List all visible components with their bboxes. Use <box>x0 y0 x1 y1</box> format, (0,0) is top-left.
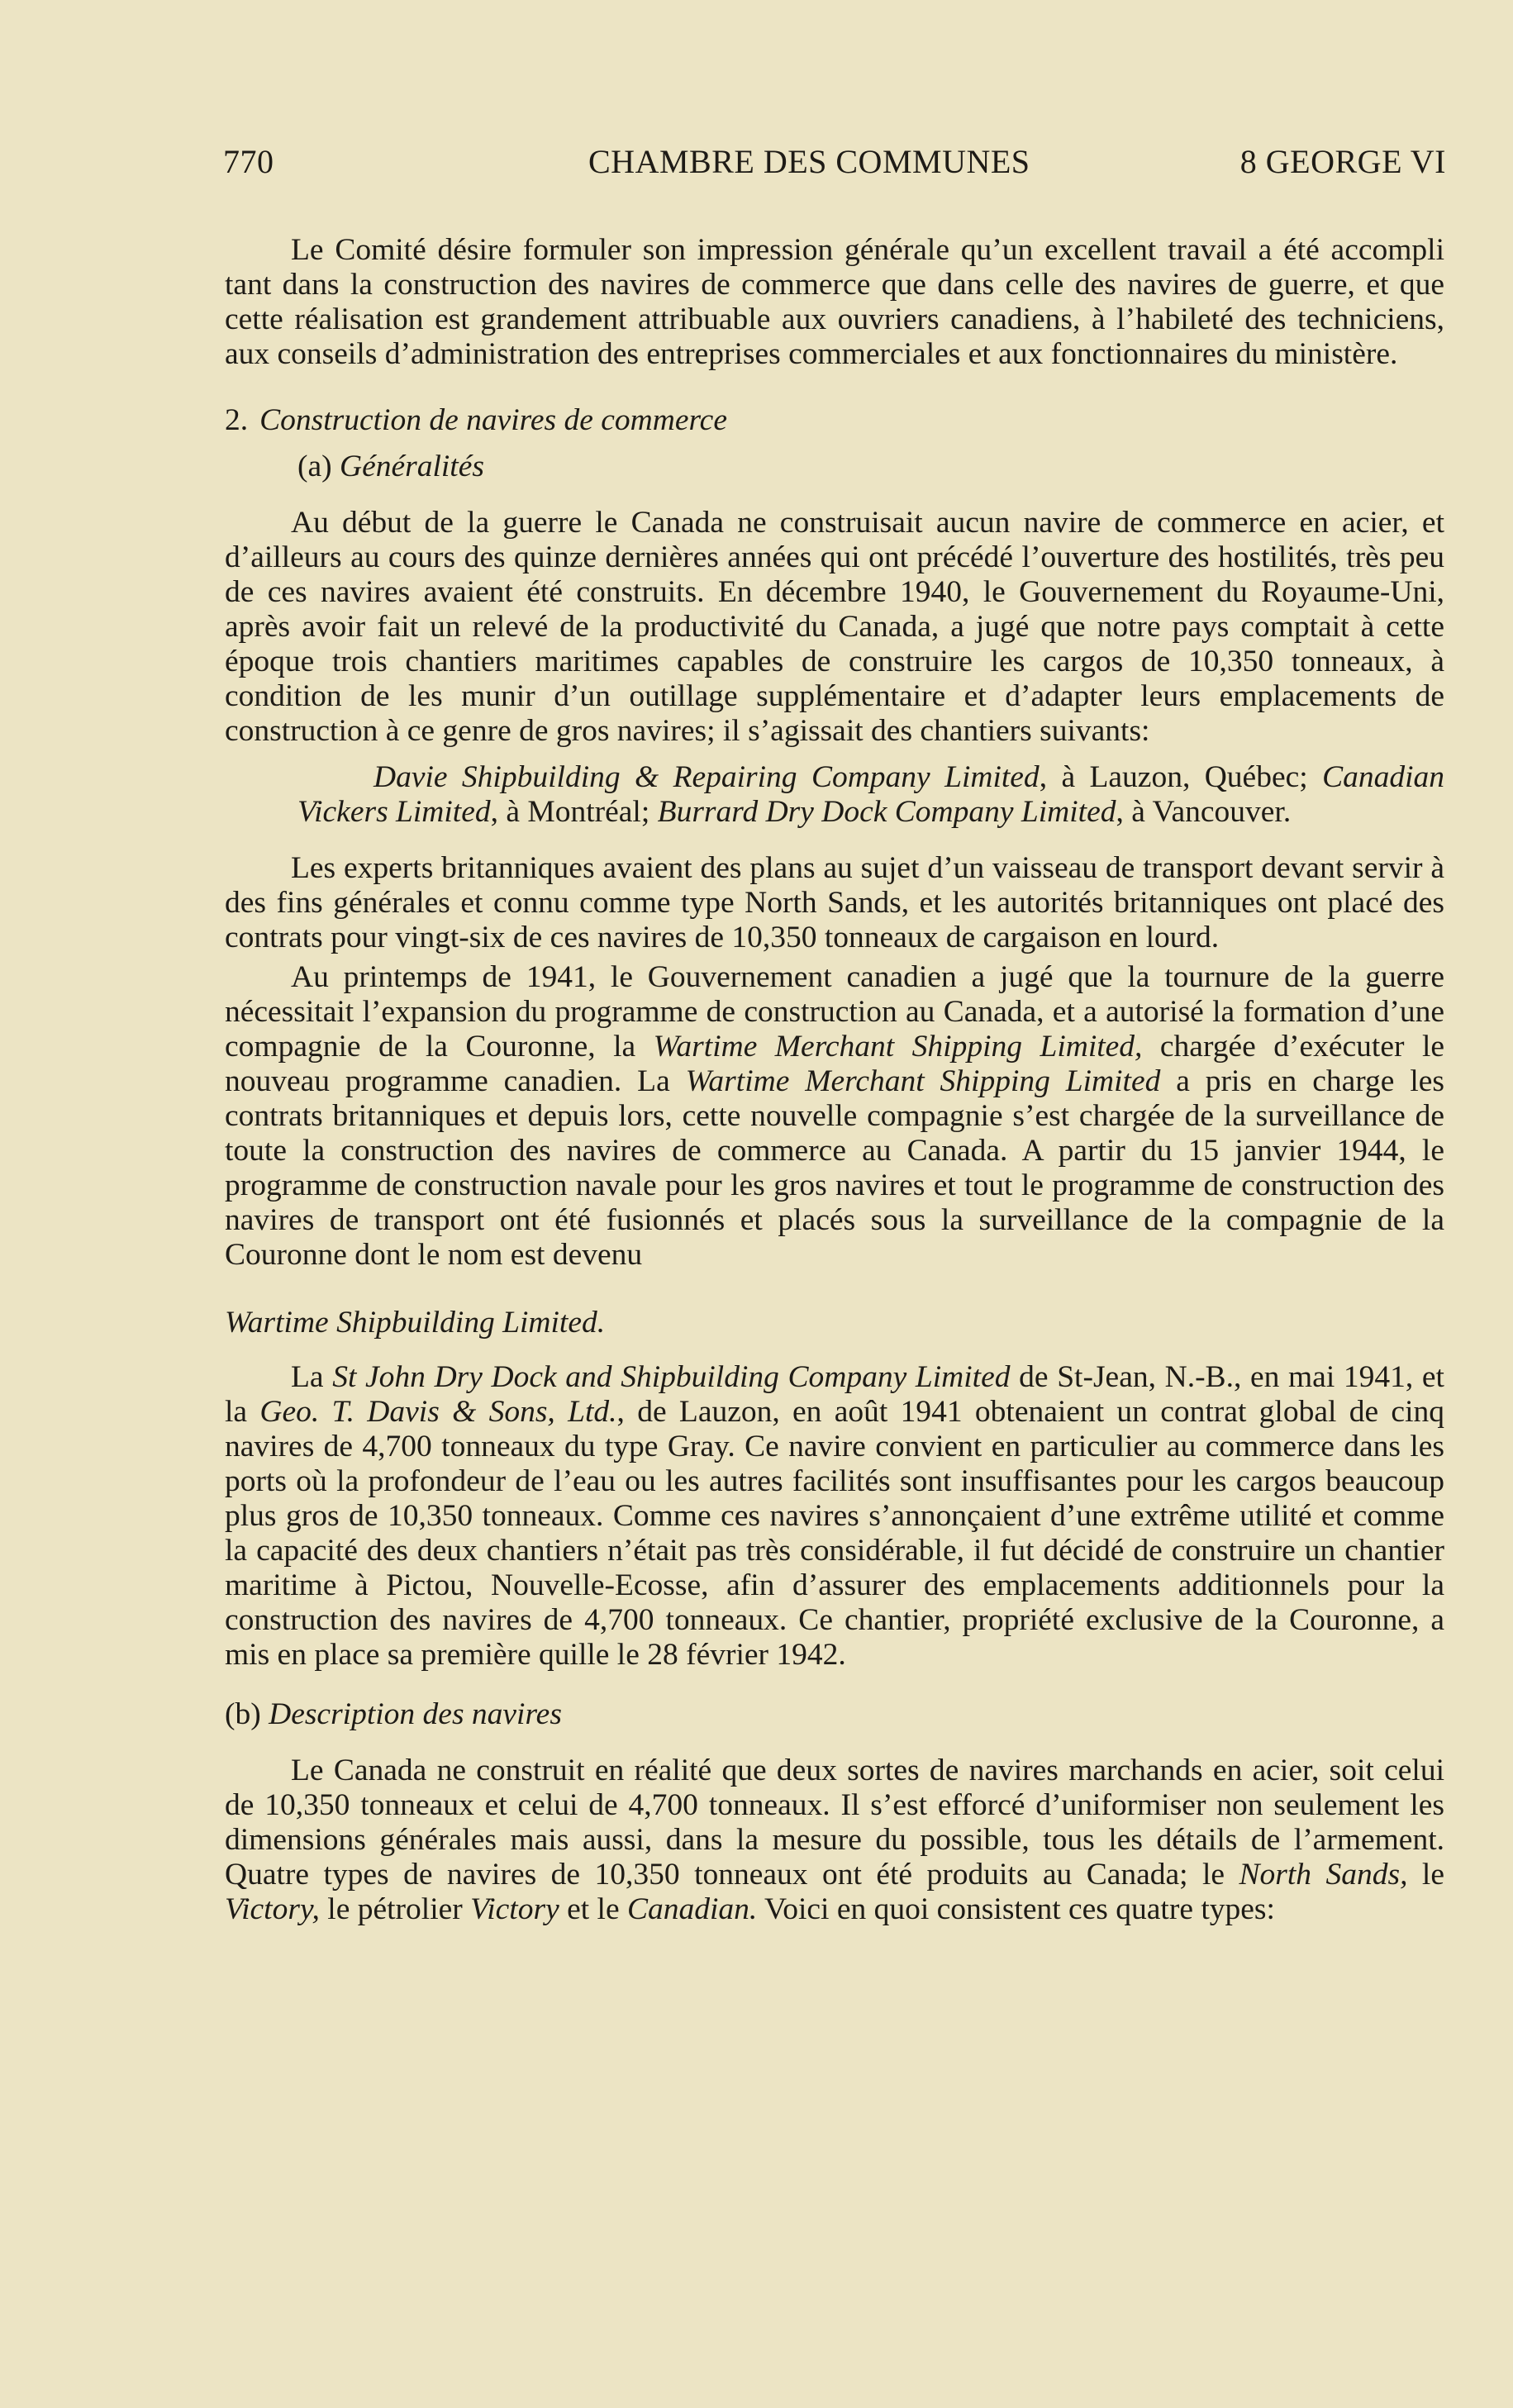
subsection-title: Description des navires <box>269 1697 562 1731</box>
p6-text-e: Voici en quoi consistent ces quatre types: <box>757 1892 1275 1926</box>
type-victory: Victory, <box>225 1892 320 1926</box>
section-number: 2. <box>225 403 249 437</box>
yard-vickers: Canadian Vickers Limited <box>297 760 1444 829</box>
p6-text-a: Le Canada ne construit en réalité que deux sortes de navires marchands en acier, soit celui de 10,350 tonneaux et celui de 4,700 tonneaux. Il s’est efforcé d’uniformiser non seulement les dimensions générales mais aussi, dans la mesure du possible, tous les détails de l’armement. Quatre types de navires de 10,350 tonneaux ont été produits au Canada; le <box>225 1754 1444 1892</box>
type-north-sands: North Sands, <box>1239 1858 1408 1892</box>
yard-burrard: Burrard Dry Dock Company Limited <box>657 795 1116 829</box>
company-name-st-john: St John Dry Dock and Shipbuilding Company Limited <box>332 1360 1011 1394</box>
paragraph-spring-1941 <box>225 960 1444 1273</box>
running-title: CHAMBRE DES COMMUNES <box>588 143 1030 180</box>
subsection-heading-a <box>225 450 1444 484</box>
paragraph-war-start: Au début de la guerre le Canada ne construisait aucun navire de commerce en acier, et d’ailleurs au cours des quinze dernières années qui ont précédé l’ouverture des hostilités, très peu de ces navires avaient été construits. En décembre 1940, le Gouvernement du Royaume-Uni, après avoir fait un relevé de la productivité du Canada, a jugé que notre pays comptait à cette époque trois chantiers maritimes capables de construire les cargos de 10,350 tonneaux, à condition de les munir d’un outillage supplémentaire et d’adapter leurs emplacements de construction à ce genre de gros navires; il s’agissait des chantiers suivants: <box>225 506 1444 748</box>
paragraph-committee-impression: Le Comité désire formuler son impression générale qu’un excellent travail a été accompli tant dans la construction des navires de commerce que dans celle des navires de guerre, et que cette réalisation est grandement attribuable aux ouvriers canadiens, à l’habileté des techniciens, aux conseils d’administration des entreprises commerciales et aux fonctionnaires du ministère. <box>225 233 1444 371</box>
reign-label: 8 GEORGE VI <box>1239 143 1446 180</box>
p4-text-b: chargée d’exécuter le nouveau programme canadien. La <box>225 1030 1445 1098</box>
p6-text-d: et le <box>559 1892 627 1926</box>
p4-text-c: a pris en charge les contrats britanniques et depuis lors, cette nouvelle compagnie s’est chargée de la surveillance de toute la construction des navires de commerce au Canada. A partir du 15 janvier 1944, le programme de construction navale pour les gros navires et tout le programme de construction des navires de transport ont été fusionnés et placés sous la surveillance de la compagnie de la Couronne dont le nom est devenu <box>225 1064 1444 1272</box>
subsection-label: (b) <box>225 1697 261 1731</box>
company-name-wartime-merchant-2: Wartime Merchant Shipping Limited <box>685 1064 1161 1098</box>
type-victory-tanker: Victory <box>470 1892 559 1926</box>
page-number: 770 <box>223 143 274 180</box>
company-name-wartime-shipbuilding: Wartime Shipbuilding Limited. <box>225 1306 606 1340</box>
yard-davie: Davie Shipbuilding & Repairing Company Limited <box>373 760 1040 794</box>
paragraph-st-john <box>225 1360 1444 1673</box>
p6-text-b: le <box>1407 1858 1444 1892</box>
section-heading-2 <box>225 403 1444 438</box>
subsection-label: (a) <box>297 450 332 483</box>
yard-burrard-location: , à Vancouver. <box>1116 795 1292 829</box>
page-header <box>223 142 1446 192</box>
company-name-wartime-merchant: Wartime Merchant Shipping Limited, <box>653 1030 1143 1064</box>
yard-vickers-location: , à Montréal; <box>490 795 658 829</box>
paragraph-ship-types <box>225 1754 1444 1927</box>
p6-text-c: le pétrolier <box>319 1892 471 1926</box>
subsection-heading-b <box>225 1697 1444 1732</box>
subsection-title: Généralités <box>340 450 484 483</box>
p5-text-b: de St-Jean, N.-B., en mai 1941, et la <box>225 1360 1444 1429</box>
p5-text-a: La <box>291 1360 333 1394</box>
shipyard-list <box>225 760 1444 830</box>
paragraph-british-experts: Les experts britanniques avaient des plans au sujet d’un vaisseau de transport devant servir à des fins générales et connu comme type North Sands, et les autorités britanniques ont placé des contrats pour vingt-six de ces navires de 10,350 tonneaux de cargaison en lourd. <box>225 851 1444 954</box>
company-name-davis: Geo. T. Davis & Sons, Ltd. <box>259 1395 617 1429</box>
section-title: Construction de navires de commerce <box>259 403 727 437</box>
p4-text-a: Au printemps de 1941, le Gouvernement canadien a jugé que la tournure de la guerre nécessitait l’expansion du programme de construction au Canada, et a autorisé la formation d’une compagnie de la Couronne, la <box>225 960 1444 1064</box>
p5-text-c: , de Lauzon, en août 1941 obtenaient un contrat global de cinq navires de 4,700 tonneaux du type Gray. Ce navire convient en particulier au commerce dans les ports où la profondeur de l’eau ou les autres facilités sont insuffisantes pour les cargos beaucoup plus gros de 10,350 tonneaux. Comme ces navires s’annonçaient d’une extrême utilité et comme la capacité des deux chantiers n’était pas très considérable, il fut décidé de construire un chantier maritime à Pictou, Nouvelle-Ecosse, afin d’assurer des emplacements additionnels pour la construction des navires de 4,700 tonneaux. Ce chantier, propriété exclusive de la Couronne, a mis en place sa première quille le 28 février 1942. <box>225 1395 1444 1672</box>
yard-davie-location: , à Lauzon, Québec; <box>1039 760 1323 794</box>
type-canadian: Canadian. <box>626 1892 758 1926</box>
page-body <box>225 233 1444 1927</box>
